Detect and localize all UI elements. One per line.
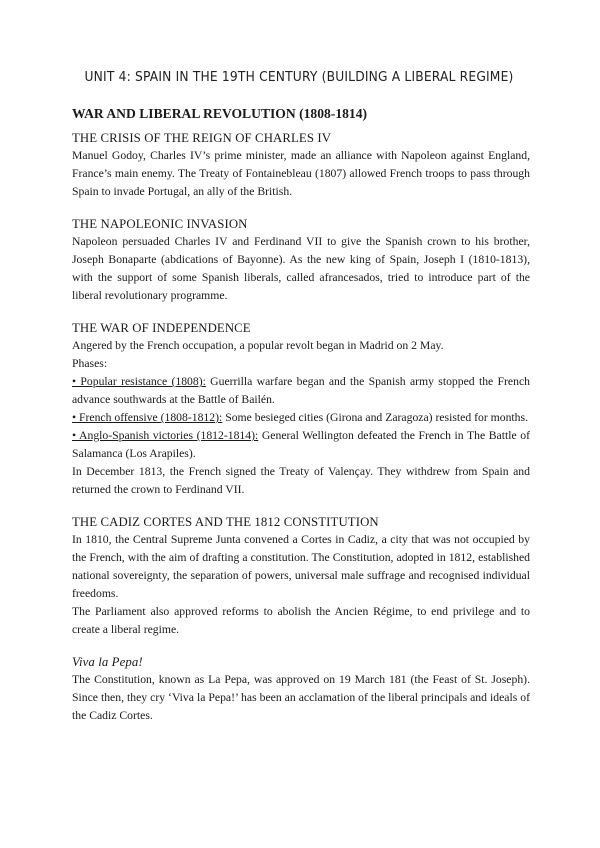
- paragraph: Angered by the French occupation, a popular revolt began in Madrid on 2 May.: [72, 339, 444, 352]
- main-heading: WAR AND LIBERAL REVOLUTION (1808-1814): [72, 106, 368, 121]
- phase-label: • French offensive (1808-1812):: [72, 411, 223, 424]
- phase-item: [72, 409, 530, 427]
- section-cortes: [72, 515, 530, 639]
- section-crisis: [72, 131, 530, 201]
- phase-text: Guerrilla warfare began and the Spanish army stopped the French advance southwards at the Battle of Bailén.: [72, 375, 530, 406]
- section-heading: THE WAR OF INDEPENDENCE: [72, 321, 251, 335]
- paragraph: In December 1813, the French signed the Treaty of Valençay. They withdrew from Spain and returned the crown to Ferdinand VII.: [72, 465, 530, 496]
- section-heading: THE CRISIS OF THE REIGN OF CHARLES IV: [72, 131, 332, 145]
- phase-item: [72, 427, 530, 463]
- phase-label: • Popular resistance (1808):: [72, 375, 206, 388]
- paragraph: In 1810, the Central Supreme Junta convened a Cortes in Cadiz, a city that was not occupied by the French, with the aim of drafting a constitution. The Constitution, adopted in 1812, established national sovereignty, the separation of powers, universal male suffrage and recognised individual freedoms.: [72, 533, 530, 600]
- phase-text: Some besieged cities (Girona and Zaragoza) resisted for months.: [222, 411, 528, 424]
- paragraph: Manuel Godoy, Charles IV’s prime minister, made an alliance with Napoleon against England, France’s main enemy. The Treaty of Fontainebleau (1807) allowed French troops to pass through Spain to invade Portugal, an ally of the British.: [72, 149, 530, 198]
- section-war: [72, 321, 530, 499]
- phase-label: • Anglo-Spanish victories (1812-1814):: [72, 429, 259, 442]
- section-invasion: [72, 217, 530, 305]
- paragraph: Napoleon persuaded Charles IV and Ferdinand VII to give the Spanish crown to his brother, Joseph Bonaparte (abdications of Bayonne). As the new king of Spain, Joseph I (1810-1813), with the support of some Spanish liberals, called afrancesados, tried to introduce part of the liberal revolutionary programme.: [72, 235, 530, 302]
- section-pepa: [72, 655, 530, 725]
- phase-text: General Wellington defeated the French in The Battle of Salamanca (Los Arapiles).: [72, 429, 530, 460]
- phases-list: [72, 373, 530, 463]
- section-heading: Viva la Pepa!: [72, 655, 143, 669]
- paragraph: The Constitution, known as La Pepa, was approved on 19 March 181 (the Feast of St. Joseph). Since then, they cry ‘Viva la Pepa!’ has been an acclamation of the liberal principals and ideals of the Cadiz Cortes.: [72, 673, 530, 722]
- section-heading: THE NAPOLEONIC INVASION: [72, 217, 248, 231]
- section-heading: THE CADIZ CORTES AND THE 1812 CONSTITUTION: [72, 515, 379, 529]
- phases-label: Phases:: [72, 357, 108, 370]
- phase-item: [72, 373, 530, 409]
- page-title: UNIT 4: SPAIN IN THE 19TH CENTURY (BUILDING A LIBERAL REGIME): [84, 70, 514, 85]
- document-page: [72, 70, 530, 741]
- paragraph: The Parliament also approved reforms to abolish the Ancien Régime, to end privilege and to create a liberal regime.: [72, 605, 530, 636]
